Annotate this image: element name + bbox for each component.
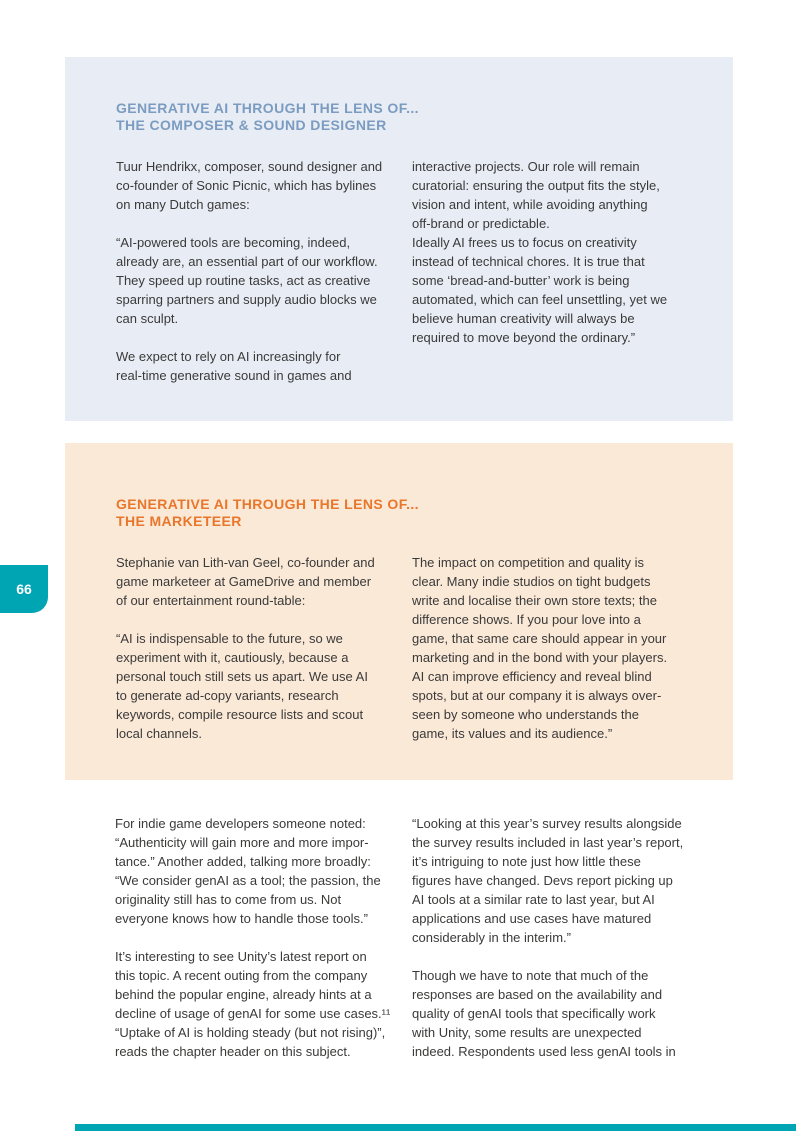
composer-quote-panel xyxy=(65,57,733,421)
paragraph: interactive projects. Our role will remain curatorial: ensuring the output fits the style, vision and intent, while avoiding anything off-brand or predictable. Ideally AI frees us to focus on creativity instead of technical chores. It is true that some ‘bread-and-butter’ work is being automated, which can feel unsettling, yet we believe human creativity will always be required to move beyond the ordinary.” xyxy=(412,159,668,345)
footer-accent-bar xyxy=(75,1124,796,1131)
paragraph: Though we have to note that much of the responses are based on the availability and quality of genAI tools that specifically work with Unity, some results are unexpected indeed. Respondents used less genAI tools in xyxy=(412,968,676,1059)
paragraph: It’s interesting to see Unity’s latest report on this topic. A recent outing from the company behind the popular engine, already hints at a decline of usage of genAI for some use cases.¹¹ “Uptake of AI is holding steady (but not rising)”, reads the chapter header on this subject. xyxy=(115,949,391,1059)
body-columns xyxy=(115,814,683,1080)
paragraph: Stephanie van Lith-van Geel, co-founder and game marketeer at GameDrive and member of our entertainment round-table: xyxy=(116,555,375,608)
page-body-text xyxy=(115,814,683,1080)
panel-kicker: GENERATIVE AI THROUGH THE LENS OF... xyxy=(116,496,419,512)
body-right-column xyxy=(412,814,683,1080)
paragraph: “AI-powered tools are becoming, indeed, already are, an essential part of our workflow. They speed up routine tasks, act as creative sparring partners and supply audio blocks we can sculpt. xyxy=(116,235,378,326)
page-number: 66 xyxy=(16,581,32,597)
panel-kicker: GENERATIVE AI THROUGH THE LENS OF... xyxy=(116,100,419,116)
paragraph: Tuur Hendrikx, composer, sound designer and co-founder of Sonic Picnic, which has bylines on many Dutch games: xyxy=(116,159,383,212)
marketeer-left-column xyxy=(116,553,412,762)
paragraph: The impact on competition and quality is clear. Many indie studios on tight budgets write and localise their own store texts; the difference shows. If you pour love into a game, that same care should appear in your marketing and in the bond with your players. AI can improve efficiency and reveal blind spots, but at our company it is always over- seen by someone who understands the game, its values and its audience.” xyxy=(412,555,668,741)
paragraph: “Looking at this year’s survey results alongside the survey results included in last year’s report, it’s intriguing to note just how little these figures have changed. Devs report picking up AI tools at a similar rate to last year, but AI applications and use cases have matured considerably in the interim.” xyxy=(412,816,684,945)
paragraph: “AI is indispensable to the future, so we experiment with it, cautiously, because a personal touch still sets us apart. We use AI to generate ad-copy variants, research keywords, compile resource lists and scout local channels. xyxy=(116,631,368,741)
paragraph: We expect to rely on AI increasingly for real-time generative sound in games and xyxy=(116,349,352,383)
composer-panel-heading xyxy=(116,100,685,134)
marketeer-panel-heading xyxy=(116,496,685,530)
panel-subject: THE MARKETEER xyxy=(116,513,242,529)
composer-left-column xyxy=(116,157,412,404)
panel-subject: THE COMPOSER & SOUND DESIGNER xyxy=(116,117,387,133)
marketeer-panel-columns xyxy=(116,553,685,762)
body-left-column xyxy=(115,814,412,1080)
composer-panel-columns xyxy=(116,157,685,404)
composer-right-column xyxy=(412,157,685,404)
paragraph: For indie game developers someone noted: “Authenticity will gain more and more impor- tance.” Another added, talking more broadly: “We consider genAI as a tool; the passion, the originality still has to come from us. Not everyone knows how to handle those tools.” xyxy=(115,816,381,926)
marketeer-right-column xyxy=(412,553,685,762)
marketeer-quote-panel xyxy=(65,443,733,780)
page-number-tab xyxy=(0,565,48,613)
